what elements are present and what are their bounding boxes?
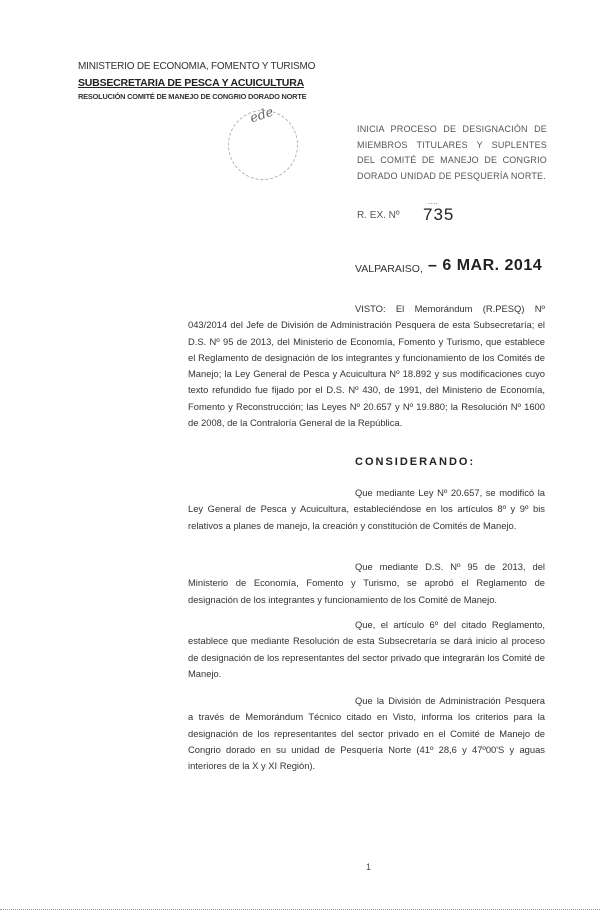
- considerando-paragraph-3: Que, el artículo 6º del citado Reglamento, establece que mediante Resolución de esta Subsecretaría se dará inicio al proceso de designación de los representantes del sector privado que integrarán los Comité de Manejo.: [188, 619, 545, 679]
- considerando-paragraph-4: Que la División de Administración Pesquera a través de Memorándum Técnico citado en Visto, informa los criterios para la designación de los representantes del sector privado en el Comité de Manejo de Congrio dorado en su unidad de Pesquería Norte (41º 28,6 y 47º00'S y aguas interiores de la X y XI Región).: [188, 695, 545, 772]
- resolution-number-label: R. EX. Nº: [357, 210, 400, 221]
- considerando-heading: CONSIDERANDO:: [355, 456, 476, 468]
- date-stamp: – 6 MAR. 2014: [428, 257, 543, 274]
- considerando-paragraph-2: Que mediante D.S. Nº 95 de 2013, del Ministerio de Economía, Fomento y Turismo, se aprobó el Reglamento de designación de los integrantes y funcionamiento de los Comité de Manejo.: [188, 561, 545, 605]
- ministry-heading: MINISTERIO DE ECONOMIA, FOMENTO Y TURISMO: [78, 61, 316, 72]
- resolution-subject: INICIA PROCESO DE DESIGNACIÓN DE MIEMBROS TITULARES Y SUPLENTES DEL COMITÉ DE MANEJO DE CONGRIO DORADO UNIDAD DE PESQUERÍA NORTE.: [357, 124, 547, 181]
- resolution-number: 735: [423, 205, 455, 224]
- handwritten-signature: ede: [248, 104, 276, 127]
- subsecretaria-heading: SUBSECRETARIA DE PESCA Y ACUICULTURA: [78, 77, 304, 89]
- page-number: 1: [366, 862, 372, 872]
- resolution-committee-label: RESOLUCIÓN COMITÉ DE MANEJO DE CONGRIO DORADO NORTE: [78, 92, 307, 101]
- place-label: VALPARAISO,: [355, 263, 423, 275]
- considerando-paragraph-1: Que mediante Ley Nº 20.657, se modificó la Ley General de Pesca y Acuicultura, estableciéndose en los artículos 8º y 9º bis relativos a planes de manejo, la creación y constitución de Comités de Manejo.: [188, 487, 545, 531]
- visto-paragraph: VISTO: El Memorándum (R.PESQ) Nº 043/2014 del Jefe de División de Administración Pesquera de esta Subsecretaría; el D.S. Nº 95 de 2013, del Ministerio de Economía, Fomento y Turismo, que establece el Reglamento de designación de los integrantes y funcionamiento de los Comités de Manejo; la Ley General de Pesca y Acuicultura Nº 18.892 y sus modificaciones cuyo texto refundido fue fijado por el D.S. Nº 430, de 1991, del Ministerio de Economía, Fomento y Reconstrucción; las Leyes Nº 20.657 y Nº 19.880; la Resolución Nº 1600 de 2008, de la Contraloría General de la República.: [188, 303, 545, 429]
- footer-rule: [0, 909, 600, 910]
- subject-separator: ....: [428, 196, 439, 206]
